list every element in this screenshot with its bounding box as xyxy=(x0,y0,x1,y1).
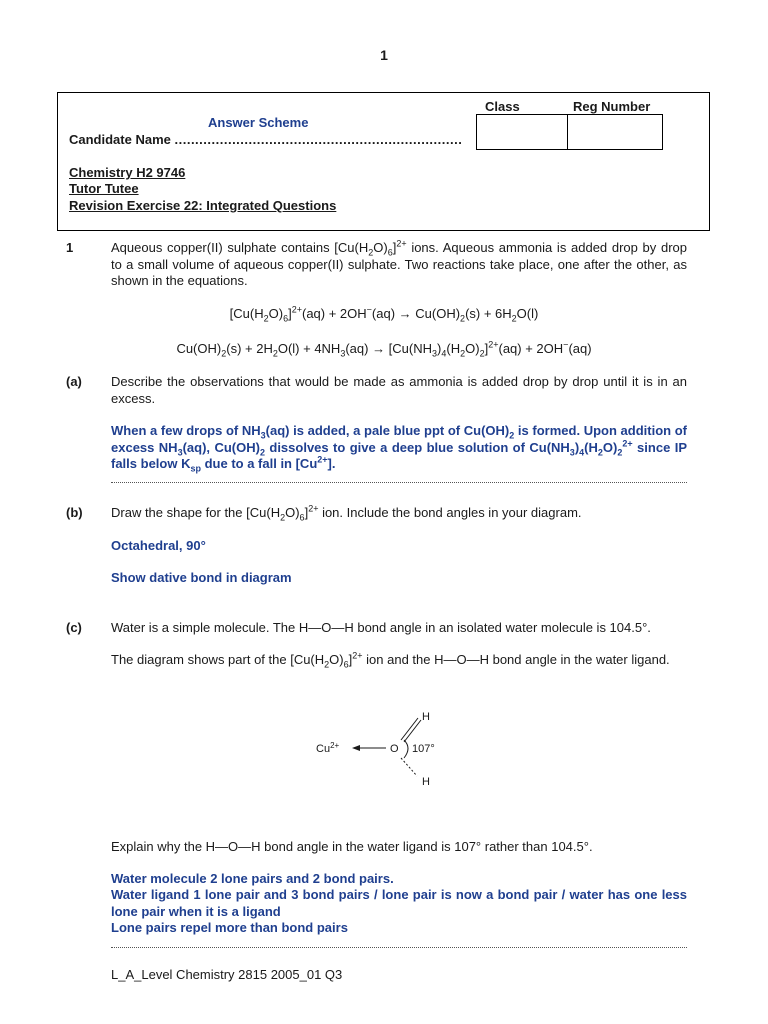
water-ligand-diagram xyxy=(300,700,460,800)
part-a-label: (a) xyxy=(66,374,82,389)
part-b-answer-dative: Show dative bond in diagram xyxy=(111,570,292,585)
reg-number-label: Reg Number xyxy=(573,99,651,114)
arrow-head-icon xyxy=(352,745,360,751)
cu-label: $Cu^{2+}$ xyxy=(316,741,340,755)
candidate-name-label: Candidate Name xyxy=(69,132,171,147)
hydrogen-label-top: H xyxy=(422,711,430,723)
oxygen-label: O xyxy=(390,743,399,755)
equation-1: $[Cu(H_2O)_6]^{2+}(aq) + 2OH^-(aq) \to Cu(OH)_2(s) + 6H_2O(l)$ xyxy=(229,304,539,324)
exercise-title: Revision Exercise 22: Integrated Questions xyxy=(69,198,337,213)
part-b-question: Draw the shape for the $[Cu(H_2O)_6]^{2+}$ ion. Include the bond angles in your diagram. xyxy=(111,503,582,523)
part-c-answer-3: Lone pairs repel more than bond pairs xyxy=(111,920,348,935)
question-number: 1 xyxy=(66,240,74,255)
part-c-label: (c) xyxy=(66,620,82,635)
bond-upper-2 xyxy=(404,720,421,742)
class-field[interactable] xyxy=(476,114,568,150)
answer-scheme-text: Answer Scheme xyxy=(208,115,309,130)
part-a-question: Describe the observations that would be made as ammonia is added drop by drop until it is in an excess. xyxy=(111,374,687,406)
bond-angle-label: 107° xyxy=(412,743,435,755)
candidate-name-line xyxy=(69,132,462,147)
class-label: Class xyxy=(485,99,520,114)
answer-line-a xyxy=(111,482,687,483)
hydrogen-label-bottom: H xyxy=(422,776,430,788)
part-c-question-1: Water is a simple molecule. The H—O—H bond angle in an isolated water molecule is 104.5°. xyxy=(111,620,651,635)
part-c-answer-1: Water molecule 2 lone pairs and 2 bond pairs. xyxy=(111,871,394,886)
footer-reference: L_A_Level Chemistry 2815 2005_01 Q3 xyxy=(111,967,343,982)
part-a-answer: When a few drops of $NH_3(aq)$ is added, a pale blue ppt of $Cu(OH)_2$ is formed. Upon addition of excess $NH_3(aq)$, $Cu(OH)_2$ dissolves to give a deep blue solution of $Cu(NH_3)_4(H_2O)_2^{2+}$ since IP falls below $K_{sp}$ due to a fall in $[Cu^{2+}]$. xyxy=(111,423,688,474)
reg-number-field[interactable] xyxy=(567,114,663,150)
part-c-question-3: Explain why the H—O—H bond angle in the water ligand is 107° rather than 104.5°. xyxy=(111,839,593,854)
question-intro: Aqueous copper(II) sulphate contains $[Cu(H_2O)_6]^{2+}$ ions. Aqueous ammonia is added drop by drop to a small volume of aqueous copper(II) sulphate. Two reactions take place, one after the other, as shown in the equations. xyxy=(111,238,688,288)
part-b-label: (b) xyxy=(66,505,83,520)
tutor-title: Tutor Tutee xyxy=(69,181,139,196)
candidate-name-dots: ...................................................................... xyxy=(174,132,463,147)
bond-upper-1 xyxy=(401,718,418,740)
part-b-answer-shape: Octahedral, 90° xyxy=(111,538,206,553)
bond-angle-arc xyxy=(404,740,408,758)
page-number: 1 xyxy=(380,47,388,63)
part-c-answer-2: Water ligand 1 lone pair and 3 bond pairs / lone pair is now a bond pair / water has one less lone pair when it is a ligand xyxy=(111,887,687,919)
bond-lower-dashed xyxy=(401,758,417,776)
part-c-question-2: The diagram shows part of the $[Cu(H_2O)_6]^{2+}$ ion and the H—O—H bond angle in the water ligand. xyxy=(111,650,670,670)
course-title: Chemistry H2 9746 xyxy=(69,165,186,180)
equation-2: $Cu(OH)_2(s) + 2H_2O(l) + 4NH_3(aq) \to [Cu(NH_3)_4(H_2O)_2]^{2+}(aq) + 2OH^-(aq)$ xyxy=(176,339,592,359)
answer-line-c xyxy=(111,947,687,948)
